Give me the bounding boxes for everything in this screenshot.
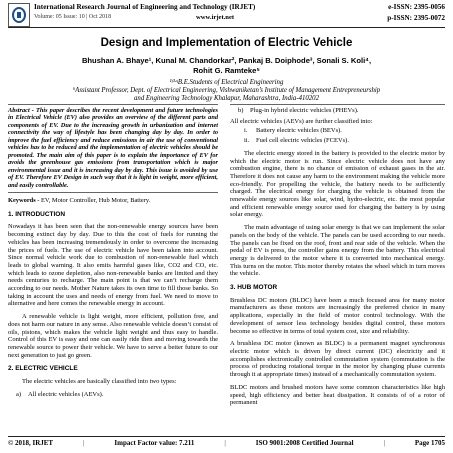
authors-line-2: Rohit G. Ramteke⁵ bbox=[193, 66, 260, 75]
list-item-ii bbox=[230, 137, 445, 145]
volume-issue: Volume: 05 Issue: 10 | Oct 2018 bbox=[34, 14, 112, 20]
affiliation-line-2: ⁶Assistant Professor, Dept. of Electrical Engineering, Vishwaniketan’s Institute of Management Entrepreneurship bbox=[72, 87, 381, 95]
bldc-paragraph-2: A brushless DC motor (known as BLDC) is a permanent magnet synchronous electric motor which is driven by direct current (DC) electricity and it accomplishes electronically controlled commutation system (commutation is the process of producing rotational torque in the motor by changing phase currents through it at appropriate times) instead of a mechanically commutation system. bbox=[230, 340, 445, 379]
keywords-label: Keywords - bbox=[8, 196, 40, 204]
irjet-logo-icon bbox=[8, 3, 30, 27]
footer-page-number: Page 1705 bbox=[414, 439, 445, 447]
bldc-paragraph-3: BLDC motors and brushed motors have some common characteristics like high speed, high efficiency and better heat dissipation. It consists of of a rotor of permanent bbox=[230, 383, 445, 407]
footer-copyright: © 2018, IRJET bbox=[8, 439, 54, 447]
header-divider bbox=[8, 27, 445, 28]
right-column bbox=[230, 107, 445, 412]
list-text-i: Battery electric vehicles (BEVs). bbox=[256, 127, 342, 135]
journal-website-link[interactable]: www.irjet.net bbox=[196, 14, 235, 21]
eissn: e-ISSN: 2395-0056 bbox=[388, 3, 445, 11]
abstract: Abstract - This paper describes the recent development and future technologies in Electrical Vehicle (EV) also provides an overview of the different parts and components of EV. Due to the increasing growth in urbanization and internet connectivity the way of lifestyle has been changing day by day. In order to improve the fuel efficiency and reduce emissions in air the use of conventional vehicles has to be reduced and the implementation of electric vehicles should be promoted. The main aim of this paper is to explain the importance of EV for avoids the greenhouse gas emissions from transportation which is major environmental issue and it is increasing day by day. This issue is avoided by use of EV. Therefore EV Design in such way that it is light in weight, more efficient, and easily controllable. bbox=[8, 107, 218, 189]
aev-intro: All electric vehicles (AEVs) are further classified into: bbox=[230, 117, 373, 125]
abstract-divider bbox=[8, 192, 218, 193]
solar-paragraph: The main advantage of using solar energy is that we can implement the solar panels on the body of the vehicle. The panels can be used according to our needs. The panels can be fixed on the roof, front and rear side of the vehicle. When the pedal of EV is press, the controller gains energy from the battery. This electrical energy is delivered to the motor where it is converted into mechanical energy. This turns on the motor. This motor thereby rotates the wheel which in turn moves the vehicle. bbox=[230, 224, 445, 278]
list-text-ii: Fuel cell electric vehicles (FCEVs). bbox=[256, 137, 349, 145]
intro-paragraph-1: Nowadays it has been seen that the non-renewable energy sources have been becoming extinct day by day. Due to this the cost of fuels for running the vehicles has been increasing tremendously in order to overcome the increasing the prices of fuels. The use of electric vehicle have been taken into account. Since normal vehicle work due to combustion of non-renewable fuel which leads to global warning. It also emits harmful gases like, CO2 and CO, etc. which leads to ozone depletion, also non-renewable banks are limited and they needs centuries to recharge. The main point is that we can’t recharge them according to our needs. Mother Nature takes its own time to fill those banks. So taking in account the uses and needs of energy from fuel. We need to move to alternative and here comes the renewable energy in account. bbox=[8, 223, 218, 308]
list-item-i bbox=[230, 127, 445, 135]
list-item-a bbox=[8, 391, 218, 399]
list-marker-i: i. bbox=[244, 127, 248, 135]
footer-separator: | bbox=[224, 439, 226, 447]
authors-line-1: Bhushan A. Bhaye¹, Kunal M. Chandorkar², Pankaj B. Doiphode³, Sonali S. Koli⁴, bbox=[81, 56, 372, 65]
affiliation-line-1: ¹ʲ³ʴʵB.E.Students of Electrical Engineering bbox=[169, 79, 284, 86]
section-heading-introduction: 1. INTRODUCTION bbox=[8, 210, 66, 218]
paper-title: Design and Implementation of Electric Vehicle bbox=[100, 37, 353, 49]
section-heading-hub-motor: 3. HUB MOTOR bbox=[230, 284, 278, 292]
list-marker-ii: ii. bbox=[244, 137, 250, 145]
keywords bbox=[8, 197, 218, 205]
journal-header bbox=[0, 0, 453, 32]
author-list bbox=[40, 56, 413, 76]
footer-iso: ISO 9001:2008 Certified Journal bbox=[255, 439, 354, 447]
keywords-value: EV, Motor Controller, Hub Motor, Battery. bbox=[39, 196, 151, 204]
pissn: p-ISSN: 2395-0072 bbox=[387, 14, 445, 22]
footer-impact-factor: Impact Factor value: 7.211 bbox=[114, 439, 195, 447]
right-column-top-rule bbox=[230, 104, 445, 105]
affiliation-line-3: and Engineering Technology Khalapur, Maharashtra, India-410202 bbox=[134, 95, 319, 103]
bldc-paragraph-1: Brushless DC motors (BLDC) have been a much focused area for many motor manufacturers as these motors are increasingly the preferred choice in many applications, especially in the field of motor control technology. With the development of sensor less technology besides digital control, these motors become so effective in terms of total system cost, size and reliability. bbox=[230, 296, 445, 335]
list-marker-a: a) bbox=[16, 390, 22, 398]
left-column bbox=[8, 107, 218, 400]
list-item-b bbox=[230, 107, 445, 115]
left-column-top-rule bbox=[8, 104, 218, 105]
footer-divider bbox=[8, 436, 445, 437]
section-heading-electric-vehicle: 2. ELECTRIC VEHICLE bbox=[8, 365, 78, 373]
ev-paragraph-1: The electric vehicles are basically classified into two types: bbox=[22, 378, 177, 386]
intro-paragraph-2: A renewable vehicle is light weight, more efficient, pollution free, and does not harm our nature in any sense. Also renewable vehicle doesn’t consist of oils, pistons, which makes the vehicle light weight and thus easy to handle. Control of this EV is easy and one can easily ride then and moving towards the renewable source to power their vehicle. We have to serve a better future to our next generation to just go green. bbox=[8, 313, 218, 359]
footer-separator: | bbox=[83, 439, 85, 447]
list-text-b: Plug-in hybrid electric vehicles (PHEVs). bbox=[250, 107, 359, 114]
footer-separator: | bbox=[383, 439, 385, 447]
storage-paragraph: The electric energy stored in the battery is provided to the electric motor by which the electric motor is run. Since electric vehicle does not have any combustion engine, there is no chance of emission of exhaust gases in the air. Therefore it does not cause any harm to the environment making the vehicle more eco-friendly. For propelling the vehicle, the battery needs to be sufficiently charged. The electrical energy for charging the vehicle is obtained from the renewable energy sources like solar, wind, hydro-electric, etc. the most popular and efficient renewable energy source used for charging the battery is by using solar energy. bbox=[230, 149, 445, 219]
journal-name: International Research Journal of Engineering and Technology (IRJET) bbox=[34, 3, 256, 11]
page-footer bbox=[8, 439, 445, 447]
list-text-a: All electric vehicles (AEVs). bbox=[28, 390, 104, 398]
affiliations bbox=[30, 79, 423, 104]
list-marker-b: b) bbox=[238, 107, 244, 114]
